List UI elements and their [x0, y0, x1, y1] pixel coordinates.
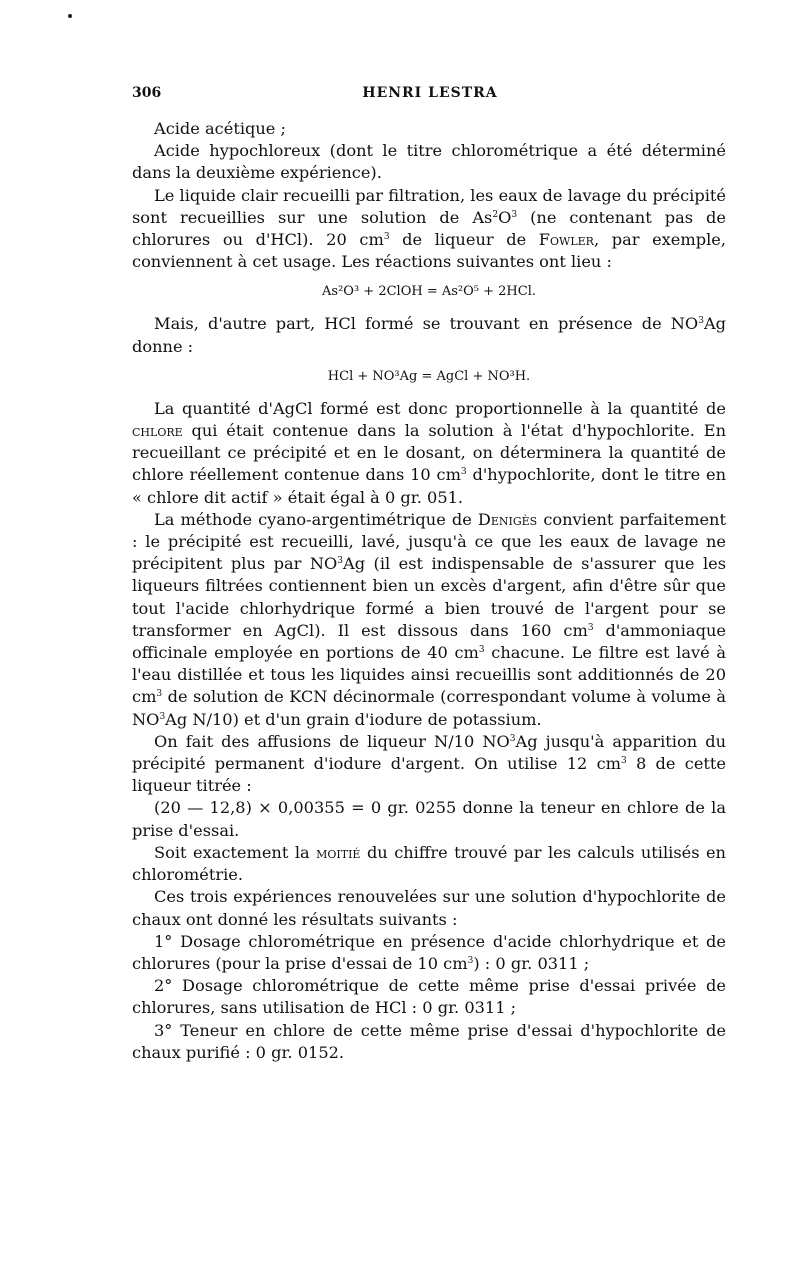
page-number: 306	[132, 85, 162, 101]
list-item: 2° Dosage chlorométrique de cette même prise d'essai privée de chlorures, sans utilisation de HCl : 0 gr. 0311 ;	[132, 976, 726, 1018]
list-item: 3° Teneur en chlore de cette même prise d'essai d'hypochlorite de chaux purifié : 0 gr. 0152.	[132, 1020, 726, 1062]
author-name: Denigès	[477, 509, 538, 529]
list-item: 1° Dosage chlorométrique en présence d'acide chlorhydrique et de chlorures (pour la prise d'essai de 10 $cm^3$) : 0 gr. 0311 ;	[132, 931, 726, 973]
paragraph: Acide hypochloreux (dont le titre chlorométrique a été déterminé dans la deuxième expérience).	[132, 141, 726, 183]
scan-speck	[68, 14, 72, 18]
body-text	[132, 118, 726, 1064]
paragraph: Acide acétique ;	[154, 119, 286, 138]
paragraph: Ces trois expériences renouvelées sur une solution d'hypochlorite de chaux ont donné les résultats suivants :	[132, 887, 726, 929]
author-name: Fowler	[538, 230, 594, 250]
paragraph: Mais, d'autre part, HCl formé se trouvant en présence de $NO^3Ag$ donne :	[132, 314, 726, 356]
paragraph: Le liquide clair recueilli par filtration, les eaux de lavage du précipité sont recueillies sur une solution de $As^2O^3$ (ne contenant pas de chlorures ou d'HCl). 20 $cm^3$ de liqueur de Fowler, par exemple, conviennent à cet usage. Les réactions suivantes ont lieu :	[132, 185, 726, 272]
running-head: HENRI LESTRA	[362, 85, 498, 101]
paragraph: La méthode cyano-argentimétrique de Denigès convient parfaitement : le précipité est recueilli, lavé, jusqu'à ce que les eaux de lavage ne précipitent plus par $NO^3Ag$ (il est indispensable de s'assurer que les liqueurs filtrées contiennent bien un excès d'argent, afin d'être sûr que tout l'acide chlorhydrique formé a bien trouvé de l'argent pour se transformer en AgCl). Il est dissous dans 160 $cm^3$ d'ammoniaque officinale employée en portions de 40 $cm^3$ chacune. Le filtre est lavé à l'eau distillée et tous les liquides ainsi recueillis sont additionnés de 20 $cm^3$ de solution de KCN décinormale (correspondant volume à volume à $NO^3Ag$ N/10) et d'un grain d'iodure de potassium.	[132, 509, 727, 729]
equation: As²O³ + 2ClOH = As²O⁵ + 2HCl.	[322, 284, 536, 300]
paragraph: Soit exactement la moitié du chiffre trouvé par les calculs utilisés en chlorométrie.	[132, 842, 726, 885]
paragraph: (20 — 12,8) × 0,00355 = 0 gr. 0255 donne la teneur en chlore de la prise d'essai.	[132, 798, 726, 840]
equation: HCl + NO³Ag = AgCl + NO³H.	[327, 368, 531, 384]
paragraph: On fait des affusions de liqueur N/10 $NO^3Ag$ jusqu'à apparition du précipité permanent d'iodure d'argent. On utilise 12 $cm^3$ 8 de cette liqueur titrée :	[132, 731, 726, 796]
paragraph: La quantité d'AgCl formé est donc proportionnelle à la quantité de chlore qui était contenue dans la solution à l'état d'hypochlorite. En recueillant ce précipité et en le dosant, on déterminera la quantité de chlore réellement contenue dans 10 $cm^3$ d'hypochlorite, dont le titre en « chlore dit actif » était égal à 0 gr. 051.	[132, 398, 726, 507]
page-header	[132, 85, 728, 107]
